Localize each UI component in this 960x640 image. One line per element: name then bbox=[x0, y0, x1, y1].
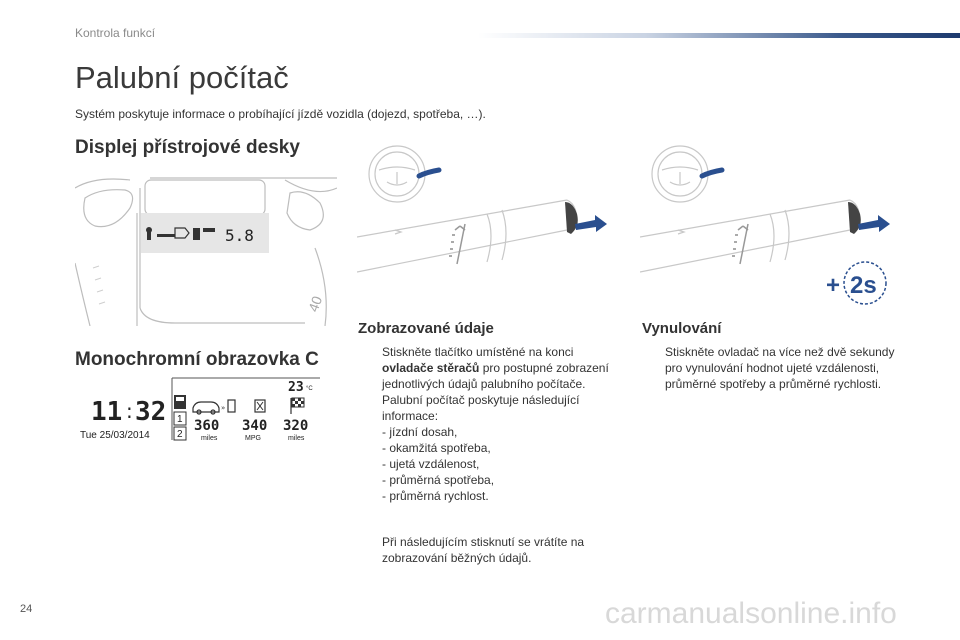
page-indicator-2: 2 bbox=[177, 429, 183, 440]
gauge-number: 40 bbox=[304, 293, 326, 314]
value-consumption: 340 bbox=[242, 418, 268, 434]
page-indicator-1: 1 bbox=[177, 414, 183, 425]
reset-heading: Vynulování bbox=[642, 320, 722, 337]
list-item: - průměrná spotřeba, bbox=[382, 473, 495, 487]
page-title: Palubní počítač bbox=[75, 60, 289, 95]
value-distance: 320 bbox=[283, 418, 309, 434]
header-bar bbox=[478, 33, 960, 38]
list-item: - průměrná rychlost. bbox=[382, 489, 489, 503]
svg-text:»: » bbox=[221, 404, 226, 412]
time-hours: 11 bbox=[91, 397, 123, 427]
instrument-cluster-illustration bbox=[75, 168, 337, 326]
bullet-marker bbox=[360, 344, 382, 504]
value-range: 360 bbox=[194, 418, 220, 434]
list-item: - ujetá vzdálenost, bbox=[382, 457, 480, 471]
unit-range: miles bbox=[201, 435, 218, 442]
cluster-display-value: 5.8 bbox=[225, 226, 254, 245]
unit-distance: miles bbox=[288, 435, 305, 442]
reset-paragraph: Stiskněte ovladač na více než dvě sekundy pro vynulování hodnot ujeté vzdálenosti, průměrné spotřeby a průměrné rychlosti. bbox=[643, 344, 913, 392]
fuel-pump-icon bbox=[228, 400, 235, 412]
wiper-lever-illustration bbox=[357, 142, 607, 282]
wiper-control-bold: ovladače stěračů bbox=[382, 361, 480, 375]
displayed-data-paragraph-1: Stiskněte tlačítko umístěné na konci ovladače stěračů pro postupné zobrazení jednotlivých údajů palubního počítače. Palubní počítač poskytuje následující informace: - jízdní dosah, - okamžitá spotřeba, - ujetá vzdálenost, - průměrná spotřeba, - průměrná rychlost. bbox=[360, 344, 622, 504]
bullet-marker bbox=[643, 344, 665, 392]
time-minutes: 32 bbox=[135, 397, 167, 427]
plus-sign: + bbox=[826, 272, 841, 299]
checkered-flag-icon bbox=[291, 398, 304, 414]
intro-text: Systém poskytuje informace o probíhající jízdě vozidla (dojezd, spotřeba, …). bbox=[75, 107, 486, 121]
wiper-lever-reset-illustration bbox=[640, 142, 895, 307]
displayed-data-paragraph-2: Při následujícím stisknutí se vrátíte na zobrazování běžných údajů. bbox=[360, 534, 622, 566]
monochrome-screen-illustration bbox=[75, 374, 325, 446]
list-item: - okamžitá spotřeba, bbox=[382, 441, 491, 455]
dashboard-heading: Displej přístrojové desky bbox=[75, 137, 300, 158]
date-text: Tue 25/03/2014 bbox=[80, 430, 150, 441]
temperature-unit: °C bbox=[306, 386, 313, 392]
mono-heading: Monochromní obrazovka C bbox=[75, 349, 319, 370]
watermark: carmanualsonline.info bbox=[605, 597, 897, 630]
car-icon bbox=[193, 402, 219, 414]
bullet-marker bbox=[360, 534, 382, 566]
temperature-value: 23 bbox=[288, 380, 304, 395]
page-number: 24 bbox=[20, 603, 33, 615]
time-label: 2s bbox=[850, 272, 877, 299]
displayed-data-heading: Zobrazované údaje bbox=[358, 320, 494, 337]
list-item: - jízdní dosah, bbox=[382, 425, 458, 439]
unit-consumption: MPG bbox=[245, 435, 261, 442]
svg-text::: : bbox=[126, 399, 133, 423]
section-header: Kontrola funkcí bbox=[75, 26, 156, 40]
